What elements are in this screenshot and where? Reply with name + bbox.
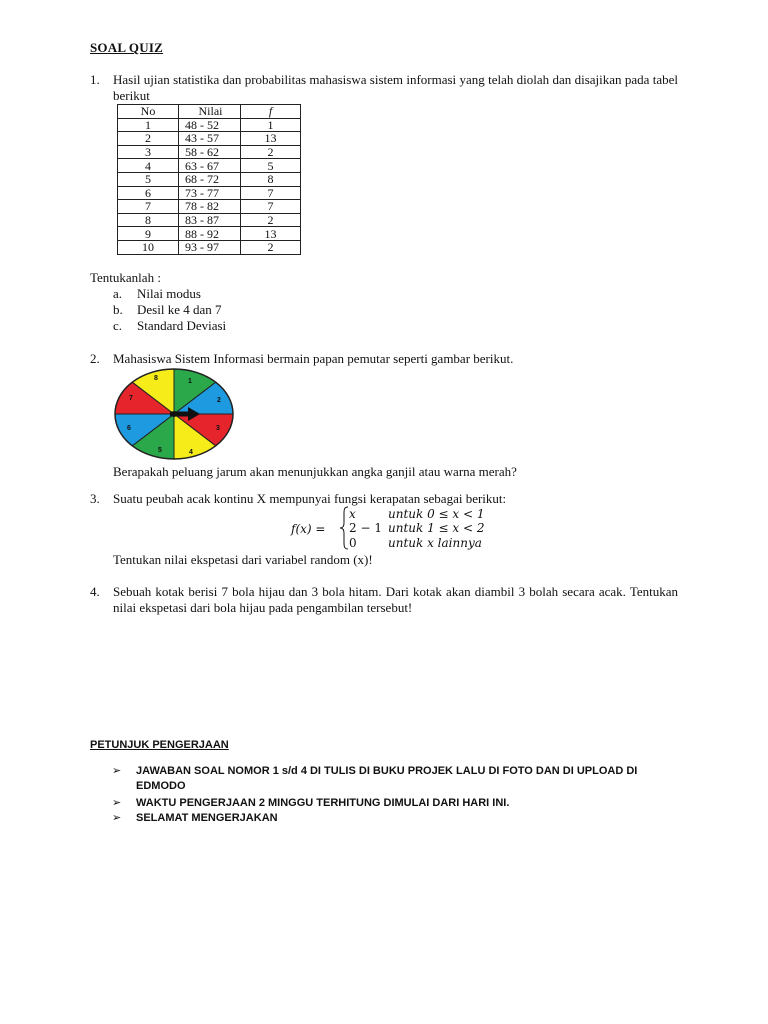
table-row bbox=[118, 132, 301, 146]
frequency-table bbox=[117, 104, 301, 255]
wheel-label-1: 1 bbox=[188, 378, 192, 385]
table-header-f: f bbox=[241, 105, 301, 119]
spinner-wheel bbox=[112, 367, 236, 463]
table-cell: 68 - 72 bbox=[179, 172, 241, 186]
table-cell: 10 bbox=[118, 240, 179, 254]
table-cell: 43 - 57 bbox=[179, 132, 241, 146]
instruction-item bbox=[112, 796, 672, 811]
q2-number: 2. bbox=[90, 351, 100, 366]
table-cell: 2 bbox=[241, 240, 301, 254]
table-row bbox=[118, 240, 301, 254]
q1-number: 1. bbox=[90, 72, 100, 87]
list-item bbox=[113, 318, 226, 334]
table-row bbox=[118, 227, 301, 241]
q1-text: Hasil ujian statistika dan probabilitas mahasiswa sistem informasi yang telah diolah dan disajikan pada tabel berikut bbox=[113, 72, 678, 103]
table-row bbox=[118, 172, 301, 186]
instruction-text: SELAMAT MENGERJAKAN bbox=[136, 812, 278, 824]
formula-case-1-expr: x bbox=[349, 507, 356, 521]
list-item-label: b. bbox=[113, 302, 123, 317]
table-row bbox=[118, 159, 301, 173]
instruction-text: JAWABAN SOAL NOMOR 1 s/d 4 DI TULIS DI BUKU PROJEK LALU DI FOTO DAN DI UPLOAD DI EDMODO bbox=[136, 765, 638, 792]
instruction-text: WAKTU PENGERJAAN 2 MINGGU TERHITUNG DIMULAI DARI HARI INI. bbox=[136, 797, 510, 809]
arrow-bullet-icon: ➢ bbox=[112, 765, 122, 777]
formula-case-1-cond: untuk 0 ≤ x < 1 bbox=[388, 507, 485, 521]
table-cell: 2 bbox=[241, 145, 301, 159]
q3-number: 3. bbox=[90, 491, 100, 506]
table-cell: 78 - 82 bbox=[179, 200, 241, 214]
table-cell: 7 bbox=[241, 200, 301, 214]
table-cell: 6 bbox=[118, 186, 179, 200]
q1-prompt: Tentukanlah : bbox=[90, 270, 161, 285]
table-cell: 48 - 52 bbox=[179, 118, 241, 132]
table-cell: 5 bbox=[241, 159, 301, 173]
table-cell: 7 bbox=[118, 200, 179, 214]
table-cell: 4 bbox=[118, 159, 179, 173]
list-item bbox=[113, 286, 201, 302]
list-item bbox=[113, 302, 221, 318]
q2-text: Mahasiswa Sistem Informasi bermain papan pemutar seperti gambar berikut. bbox=[113, 351, 514, 366]
table-cell: 2 bbox=[118, 132, 179, 146]
table-cell: 73 - 77 bbox=[179, 186, 241, 200]
wheel-label-8: 8 bbox=[154, 375, 158, 382]
table-row bbox=[118, 186, 301, 200]
list-item-text: Standard Deviasi bbox=[137, 318, 227, 333]
table-cell: 13 bbox=[241, 132, 301, 146]
table-cell: 3 bbox=[118, 145, 179, 159]
table-header-nilai: Nilai bbox=[179, 105, 241, 119]
wheel-label-2: 2 bbox=[217, 397, 221, 404]
table-header-row bbox=[118, 105, 301, 119]
q4-number: 4. bbox=[90, 584, 100, 599]
document-title: SOAL QUIZ bbox=[90, 40, 163, 55]
list-item-label: c. bbox=[113, 318, 123, 333]
instruction-item bbox=[112, 764, 672, 794]
formula-lhs: f(x) = bbox=[291, 522, 326, 536]
q3-question: Tentukan nilai ekspetasi dari variabel random (x)! bbox=[113, 552, 373, 567]
table-cell: 7 bbox=[241, 186, 301, 200]
arrow-bullet-icon: ➢ bbox=[112, 812, 122, 824]
wheel-label-6: 6 bbox=[127, 425, 131, 432]
table-row bbox=[118, 213, 301, 227]
instructions-title: PETUNJUK PENGERJAAN bbox=[90, 739, 229, 751]
instruction-item bbox=[112, 811, 672, 826]
table-cell: 9 bbox=[118, 227, 179, 241]
table-cell: 63 - 67 bbox=[179, 159, 241, 173]
table-cell: 58 - 62 bbox=[179, 145, 241, 159]
wheel-label-7: 7 bbox=[129, 395, 133, 402]
table-header-no: No bbox=[118, 105, 179, 119]
table-cell: 93 - 97 bbox=[179, 240, 241, 254]
table-row bbox=[118, 118, 301, 132]
list-item-label: a. bbox=[113, 286, 123, 301]
formula-case-2-cond: untuk 1 ≤ x < 2 bbox=[388, 521, 485, 535]
table-row bbox=[118, 145, 301, 159]
q3-text: Suatu peubah acak kontinu X mempunyai fungsi kerapatan sebagai berikut: bbox=[113, 491, 507, 506]
table-cell: 5 bbox=[118, 172, 179, 186]
table-cell: 13 bbox=[241, 227, 301, 241]
list-item-text: Desil ke 4 dan 7 bbox=[137, 302, 222, 317]
table-cell: 1 bbox=[118, 118, 179, 132]
table-cell: 8 bbox=[118, 213, 179, 227]
table-cell: 88 - 92 bbox=[179, 227, 241, 241]
q4-text: Sebuah kotak berisi 7 bola hijau dan 3 bola hitam. Dari kotak akan diambil 3 bolah secara acak. Tentukan nilai ekspetasi dari bola hijau pada pengambilan tersebut! bbox=[113, 584, 678, 615]
formula-case-3-expr: 0 bbox=[349, 536, 357, 550]
table-row bbox=[118, 200, 301, 214]
wheel-label-5: 5 bbox=[158, 447, 162, 454]
list-item-text: Nilai modus bbox=[137, 286, 201, 301]
table-cell: 8 bbox=[241, 172, 301, 186]
table-cell: 1 bbox=[241, 118, 301, 132]
formula-case-2-expr: 2 − 1 bbox=[349, 521, 382, 535]
arrow-bullet-icon: ➢ bbox=[112, 797, 122, 809]
q2-question: Berapakah peluang jarum akan menunjukkan angka ganjil atau warna merah? bbox=[113, 464, 517, 479]
formula-case-3-cond: untuk x lainnya bbox=[388, 536, 482, 550]
formula-brace bbox=[339, 506, 349, 550]
table-cell: 83 - 87 bbox=[179, 213, 241, 227]
table-cell: 2 bbox=[241, 213, 301, 227]
wheel-label-4: 4 bbox=[189, 449, 193, 456]
wheel-label-3: 3 bbox=[216, 425, 220, 432]
